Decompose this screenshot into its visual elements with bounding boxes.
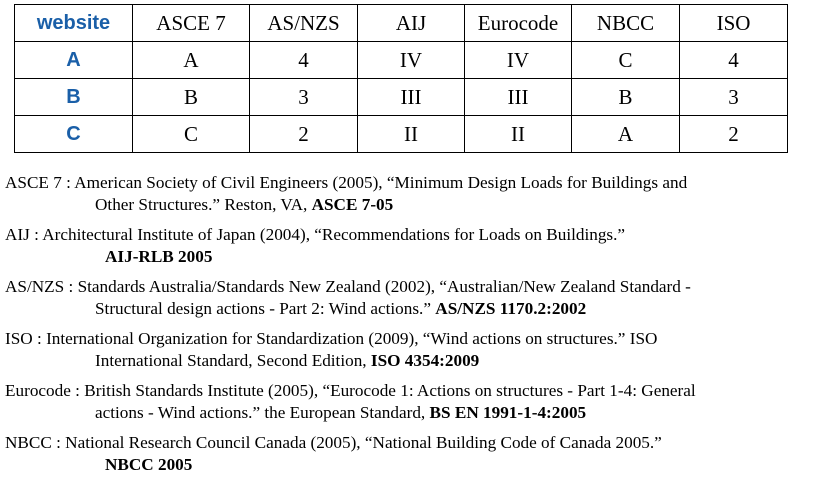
- table-row: [15, 116, 788, 153]
- site-label: C: [15, 116, 133, 153]
- reference-text: NBCC : National Research Council Canada (2005), “National Building Code of Canada 2005.”: [5, 433, 662, 452]
- reference-nbcc: [5, 432, 813, 476]
- reference-aij: [5, 224, 813, 268]
- reference-code: AS/NZS 1170.2:2002: [435, 299, 587, 318]
- references-list: [5, 172, 813, 484]
- table-cell: 2: [680, 116, 788, 153]
- reference-text: ISO : International Organization for Standardization (2009), “Wind actions on structures.” ISO: [5, 329, 658, 348]
- reference-code: BS EN 1991-1-4:2005: [429, 403, 587, 422]
- table-cell: II: [465, 116, 572, 153]
- reference-asce7: [5, 172, 813, 216]
- table-cell: III: [465, 79, 572, 116]
- table-row: [15, 42, 788, 79]
- reference-code: ISO 4354:2009: [370, 351, 480, 370]
- reference-asnzs: [5, 276, 813, 320]
- header-iso: ISO: [680, 5, 788, 42]
- reference-text-cont: International Standard, Second Edition,: [95, 351, 371, 370]
- table-cell: A: [133, 42, 250, 79]
- header-website: website: [15, 5, 133, 42]
- site-label: B: [15, 79, 133, 116]
- reference-code: ASCE 7-05: [311, 195, 394, 214]
- table-cell: IV: [358, 42, 465, 79]
- table-cell: 3: [680, 79, 788, 116]
- reference-eurocode: [5, 380, 813, 424]
- header-eurocode: Eurocode: [465, 5, 572, 42]
- table-cell: II: [358, 116, 465, 153]
- classification-table: [14, 4, 788, 153]
- reference-text: Eurocode : British Standards Institute (2005), “Eurocode 1: Actions on structures - Part 1-4: General: [5, 381, 696, 400]
- table-cell: 4: [680, 42, 788, 79]
- reference-text: AIJ : Architectural Institute of Japan (2004), “Recommendations for Loads on Buildings.”: [5, 225, 626, 244]
- site-label: A: [15, 42, 133, 79]
- table-cell: C: [572, 42, 680, 79]
- table-cell: III: [358, 79, 465, 116]
- reference-text-cont: Other Structures.” Reston, VA,: [95, 195, 312, 214]
- reference-code: NBCC 2005: [105, 455, 193, 474]
- header-aij: AIJ: [358, 5, 465, 42]
- header-nbcc: NBCC: [572, 5, 680, 42]
- reference-text-cont: Structural design actions - Part 2: Wind actions.”: [95, 299, 436, 318]
- table-header-row: [15, 5, 788, 42]
- table-cell: A: [572, 116, 680, 153]
- reference-text-cont: actions - Wind actions.” the European Standard,: [95, 403, 430, 422]
- reference-text: AS/NZS : Standards Australia/Standards New Zealand (2002), “Australian/New Zealand Standard -: [5, 277, 691, 296]
- reference-iso: [5, 328, 813, 372]
- table-cell: B: [133, 79, 250, 116]
- reference-text: ASCE 7 : American Society of Civil Engineers (2005), “Minimum Design Loads for Buildings and: [5, 173, 688, 192]
- table-row: [15, 79, 788, 116]
- table-cell: B: [572, 79, 680, 116]
- reference-code: AIJ-RLB 2005: [105, 247, 213, 266]
- table-cell: 4: [250, 42, 358, 79]
- table-cell: 3: [250, 79, 358, 116]
- header-asce7: ASCE 7: [133, 5, 250, 42]
- table-cell: C: [133, 116, 250, 153]
- header-asnzs: AS/NZS: [250, 5, 358, 42]
- table-cell: 2: [250, 116, 358, 153]
- table-cell: IV: [465, 42, 572, 79]
